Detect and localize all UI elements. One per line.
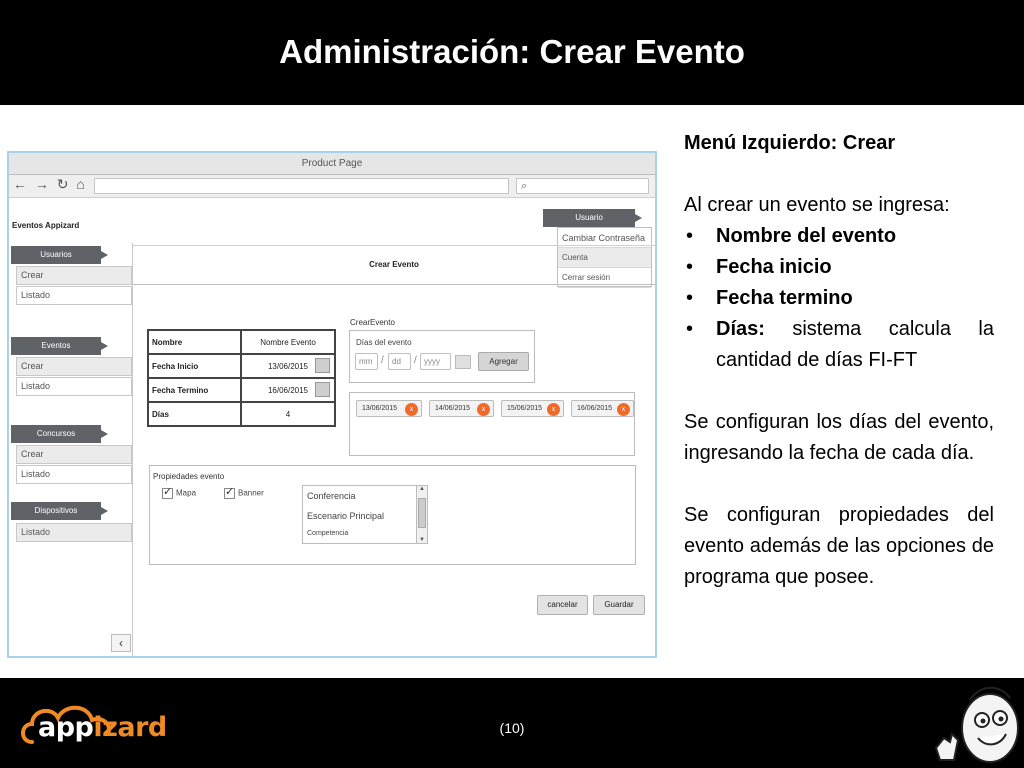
remove-icon[interactable]: x xyxy=(477,403,490,416)
browser-navbar xyxy=(9,175,655,198)
scroll-thumb[interactable] xyxy=(418,498,426,528)
crear-evento-label: CrearEvento xyxy=(350,318,395,327)
description-heading: Menú Izquierdo: Crear xyxy=(684,132,896,154)
form-label: Fecha Termino xyxy=(148,378,241,402)
sidebar-section-eventos[interactable]: Eventos xyxy=(11,337,101,355)
day-chip-label: 16/06/2015 xyxy=(577,405,613,412)
event-form-table xyxy=(147,329,336,427)
chevron-left-icon[interactable]: ‹ xyxy=(111,634,131,652)
day-chip xyxy=(429,400,494,417)
search-field[interactable] xyxy=(516,178,649,194)
table-row xyxy=(148,378,335,402)
remove-icon[interactable]: x xyxy=(617,403,630,416)
table-row xyxy=(148,354,335,378)
sidebar-section-concursos[interactable]: Concursos xyxy=(11,425,101,443)
day-chip xyxy=(356,400,422,417)
page-number: (10) xyxy=(499,720,525,736)
calendar-icon[interactable] xyxy=(455,355,471,369)
list-scrollbar[interactable] xyxy=(416,486,427,543)
event-properties-group xyxy=(149,465,636,565)
sidebar-item-concursos-listado[interactable]: Listado xyxy=(16,465,132,484)
date-separator: / xyxy=(414,355,417,366)
sidebar-section-usuarios[interactable]: Usuarios xyxy=(11,246,101,264)
event-days-group xyxy=(349,330,535,383)
content-title: Crear Evento xyxy=(133,245,655,285)
back-arrow-icon[interactable]: ← xyxy=(13,176,27,192)
cancel-button[interactable]: cancelar xyxy=(537,595,588,615)
mascot-icon xyxy=(930,684,1024,768)
start-date-input[interactable] xyxy=(241,354,335,378)
bullet-bold: Fecha termino xyxy=(716,287,853,309)
description-para-properties: Se configuran propiedades del evento además de las opciones de programa que posee. xyxy=(684,504,994,588)
window-titlebar: Product Page xyxy=(9,153,655,175)
day-field[interactable]: dd xyxy=(388,353,411,370)
checkbox-checked-icon xyxy=(162,488,173,499)
month-field[interactable]: mm xyxy=(355,353,378,370)
checkbox-label: Banner xyxy=(238,488,264,498)
form-label: Fecha Inicio xyxy=(148,354,241,378)
list-item xyxy=(684,283,994,314)
description-para-days: Se configuran los días del evento, ingresando la fecha de cada día. xyxy=(684,411,994,464)
bullet-bold: Fecha inicio xyxy=(716,256,832,278)
sidebar-item-dispositivos-listado[interactable]: Listado xyxy=(16,523,132,542)
menu-item-account[interactable]: Cuenta xyxy=(558,248,651,268)
save-button[interactable]: Guardar xyxy=(593,595,645,615)
list-item[interactable]: Competencia xyxy=(307,530,349,537)
checkbox-label: Mapa xyxy=(176,488,197,498)
year-field[interactable]: yyyy xyxy=(420,353,451,370)
event-days-list xyxy=(349,392,635,456)
address-bar[interactable] xyxy=(94,178,509,194)
appizard-logo: appizard xyxy=(38,712,167,743)
user-menu-button[interactable]: Usuario xyxy=(543,209,635,227)
table-row xyxy=(148,402,335,426)
remove-icon[interactable]: x xyxy=(547,403,560,416)
list-item[interactable]: Escenario Principal xyxy=(307,511,385,521)
add-day-button[interactable]: Agregar xyxy=(478,352,529,371)
bullet-text: sistema calcula la cantidad de días FI-FT xyxy=(716,318,994,371)
checkbox-banner[interactable] xyxy=(224,488,264,499)
event-properties-label: Propiedades evento xyxy=(153,472,225,481)
slide-title: Administración: Crear Evento xyxy=(279,33,745,70)
program-options-list[interactable] xyxy=(302,485,428,544)
sidebar-item-eventos-crear[interactable]: Crear xyxy=(16,357,132,376)
scroll-up-icon[interactable]: ▲ xyxy=(419,486,425,492)
day-chip xyxy=(501,400,564,417)
day-chip-label: 14/06/2015 xyxy=(435,405,471,412)
slide-header xyxy=(0,0,1024,105)
bullet-bold: Nombre del evento xyxy=(716,225,897,247)
list-item xyxy=(684,221,994,252)
day-chip xyxy=(571,400,634,417)
form-label: Nombre xyxy=(148,330,241,354)
reload-icon[interactable]: ↻ xyxy=(56,176,69,192)
search-icon: ⌕ xyxy=(521,180,528,192)
start-date-value: 13/06/2015 xyxy=(267,361,309,371)
list-item[interactable]: Conferencia xyxy=(307,491,356,501)
app-brand: Eventos Appizard xyxy=(12,221,80,230)
event-name-input[interactable]: Nombre Evento xyxy=(241,330,335,354)
list-item xyxy=(684,314,994,376)
event-days-label: Días del evento xyxy=(356,338,412,347)
list-item xyxy=(684,252,994,283)
remove-icon[interactable]: x xyxy=(405,403,418,416)
forward-arrow-icon[interactable]: → xyxy=(34,176,49,192)
bullet-bold: Días: xyxy=(716,318,765,340)
sidebar-item-concursos-crear[interactable]: Crear xyxy=(16,445,132,464)
calendar-icon[interactable] xyxy=(315,382,330,397)
checkbox-checked-icon xyxy=(224,488,235,499)
home-icon[interactable]: ⌂ xyxy=(76,176,85,192)
menu-item-change-password[interactable]: Cambiar Contraseña xyxy=(558,228,651,248)
checkbox-mapa[interactable] xyxy=(162,488,196,499)
sidebar-item-eventos-listado[interactable]: Listado xyxy=(16,377,132,396)
day-chip-label: 13/06/2015 xyxy=(362,405,398,412)
menu-item-logout[interactable]: Cerrar sesión xyxy=(558,268,651,288)
sidebar-section-dispositivos[interactable]: Dispositivos xyxy=(11,502,101,520)
app-mockup-window xyxy=(7,151,657,658)
field-list xyxy=(684,221,994,376)
scroll-down-icon[interactable]: ▼ xyxy=(419,537,425,543)
days-count-value: 4 xyxy=(241,402,335,426)
calendar-icon[interactable] xyxy=(315,358,330,373)
form-label: Días xyxy=(148,402,241,426)
sidebar-item-usuarios-crear[interactable]: Crear xyxy=(16,266,132,285)
description-panel xyxy=(684,128,994,593)
end-date-value: 16/06/2015 xyxy=(267,385,309,395)
day-chip-label: 15/06/2015 xyxy=(507,405,543,412)
sidebar-item-usuarios-listado[interactable]: Listado xyxy=(16,286,132,305)
description-intro: Al crear un evento se ingresa: xyxy=(684,194,950,216)
date-separator: / xyxy=(381,355,384,366)
end-date-input[interactable] xyxy=(241,378,335,402)
sidebar xyxy=(9,243,133,658)
table-row xyxy=(148,330,335,354)
